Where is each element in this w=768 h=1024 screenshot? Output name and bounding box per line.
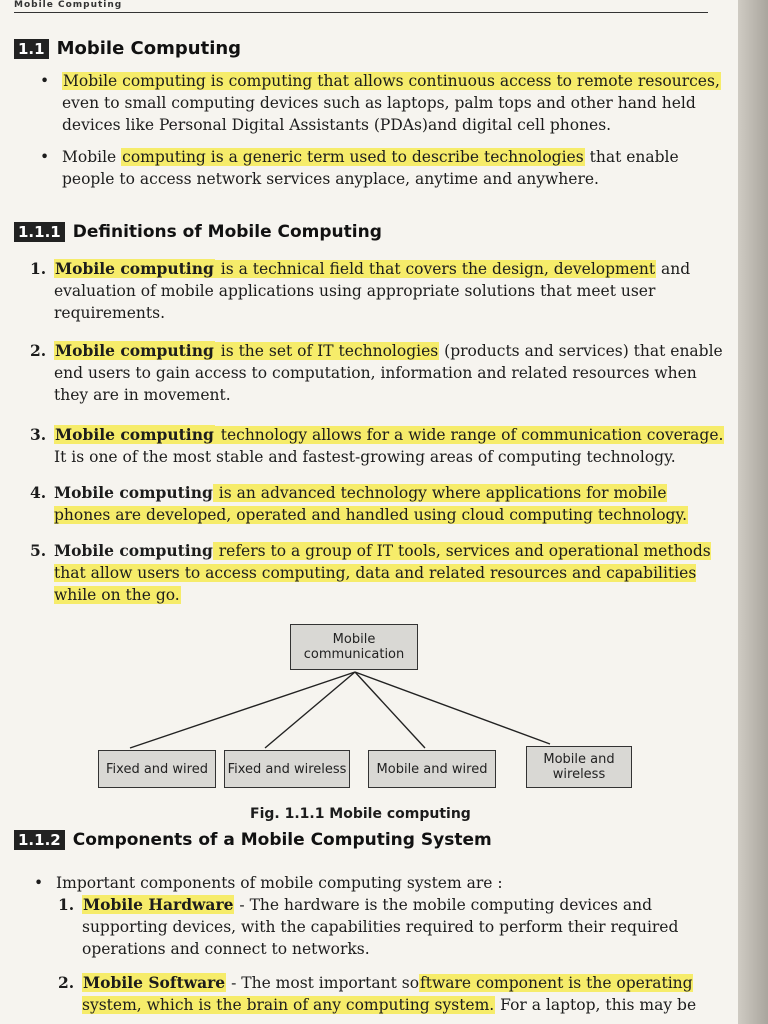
bullet-2	[40, 146, 722, 190]
book-spine	[738, 0, 768, 1024]
section-title: Components of a Mobile Computing System	[72, 830, 492, 850]
running-head: Mobile Computing	[14, 0, 123, 10]
top-rule	[14, 12, 708, 13]
connector-mobile-wireless	[355, 672, 550, 744]
item-number: 4.	[30, 483, 47, 502]
bullet-dot: •	[40, 72, 50, 90]
connector-mobile-wired	[355, 672, 425, 748]
component-item-2	[58, 972, 722, 1016]
item-text: and evaluation of mobile applications using appropriate solutions that meet user requirements.	[54, 260, 691, 322]
bullet-highlight: computing is a generic term used to describe technologies	[122, 148, 584, 166]
bullet-dot: •	[34, 874, 44, 892]
connector-fixed-wireless	[265, 672, 355, 748]
item-term: Mobile Hardware	[83, 895, 234, 914]
bullet-text: Mobile	[62, 148, 122, 166]
component-item-1	[58, 894, 722, 960]
box-mobile-communication: Mobile communication	[290, 624, 418, 670]
bullet-text: that enable people to access network services anyplace, anytime and anywhere.	[62, 148, 679, 188]
section-number: 1.1.1	[14, 222, 65, 242]
bullet-1	[40, 70, 722, 136]
section-title: Mobile Computing	[56, 38, 242, 59]
item-term: Mobile computing	[55, 425, 214, 444]
section-number: 1.1	[14, 39, 49, 59]
item-text: (products and services) that enable end users to gain access to computation, information and related resources when they are in movement.	[54, 342, 723, 404]
item-highlight: ftware component is the operating system, which is the brain of any computing system.	[82, 974, 693, 1014]
item-highlight: refers to a group of IT tools, services and operational methods that allow users to access computing, data and related resources and capabilities while on the go.	[54, 542, 711, 604]
box-fixed-and-wireless: Fixed and wireless	[224, 750, 350, 788]
item-term: Mobile Software	[83, 973, 226, 992]
section-heading-1-1	[14, 38, 241, 59]
section-title: Definitions of Mobile Computing	[72, 222, 382, 242]
section-heading-1-1-2	[14, 830, 492, 850]
item-number: 2.	[30, 341, 47, 360]
item-text: - The most important so	[226, 974, 420, 992]
box-mobile-and-wireless: Mobile and wireless	[526, 746, 632, 788]
bullet-dot: •	[40, 148, 50, 166]
intro-text: Important components of mobile computing system are :	[56, 874, 503, 892]
box-fixed-and-wired: Fixed and wired	[98, 750, 216, 788]
item-highlight: is a technical field that covers the design, development	[215, 260, 656, 278]
section-heading-1-1-1	[14, 222, 382, 242]
definition-item-2	[30, 340, 726, 406]
definition-item-3	[30, 424, 726, 468]
item-number: 3.	[30, 425, 47, 444]
definition-item-5	[30, 540, 726, 606]
item-highlight: is an advanced technology where applications for mobile phones are developed, operated and handled using cloud computing technology.	[54, 484, 688, 524]
item-text: - The hardware is the mobile computing devices and supporting devices, with the capabilities required to perform their required operations and connect to networks.	[82, 896, 679, 958]
item-highlight: is the set of IT technologies	[215, 342, 439, 360]
item-term: Mobile computing	[55, 259, 214, 278]
item-text: For a laptop, this may be	[495, 996, 697, 1014]
item-text: It is one of the most stable and fastest-growing areas of computing technology.	[54, 448, 676, 466]
definition-item-1	[30, 258, 726, 324]
item-number: 5.	[30, 541, 47, 560]
item-highlight: technology allows for a wide range of communication coverage.	[215, 426, 724, 444]
item-term: Mobile computing	[54, 541, 213, 560]
item-number: 2.	[58, 973, 75, 992]
figure-mobile-computing	[90, 620, 650, 800]
figure-caption: Fig. 1.1.1 Mobile computing	[250, 806, 471, 822]
components-intro	[34, 872, 716, 894]
item-number: 1.	[58, 895, 75, 914]
item-number: 1.	[30, 259, 47, 278]
definition-item-4	[30, 482, 726, 526]
item-term: Mobile computing	[55, 341, 214, 360]
connector-fixed-wired	[130, 672, 355, 748]
box-mobile-and-wired: Mobile and wired	[368, 750, 496, 788]
bullet-text: even to small computing devices such as laptops, palm tops and other hand held devices like Personal Digital Assistants (PDAs)and digital cell phones.	[62, 94, 696, 134]
item-term: Mobile computing	[54, 483, 213, 502]
section-number: 1.1.2	[14, 830, 65, 850]
bullet-highlight: Mobile computing is computing that allows continuous access to remote resources,	[63, 72, 720, 90]
